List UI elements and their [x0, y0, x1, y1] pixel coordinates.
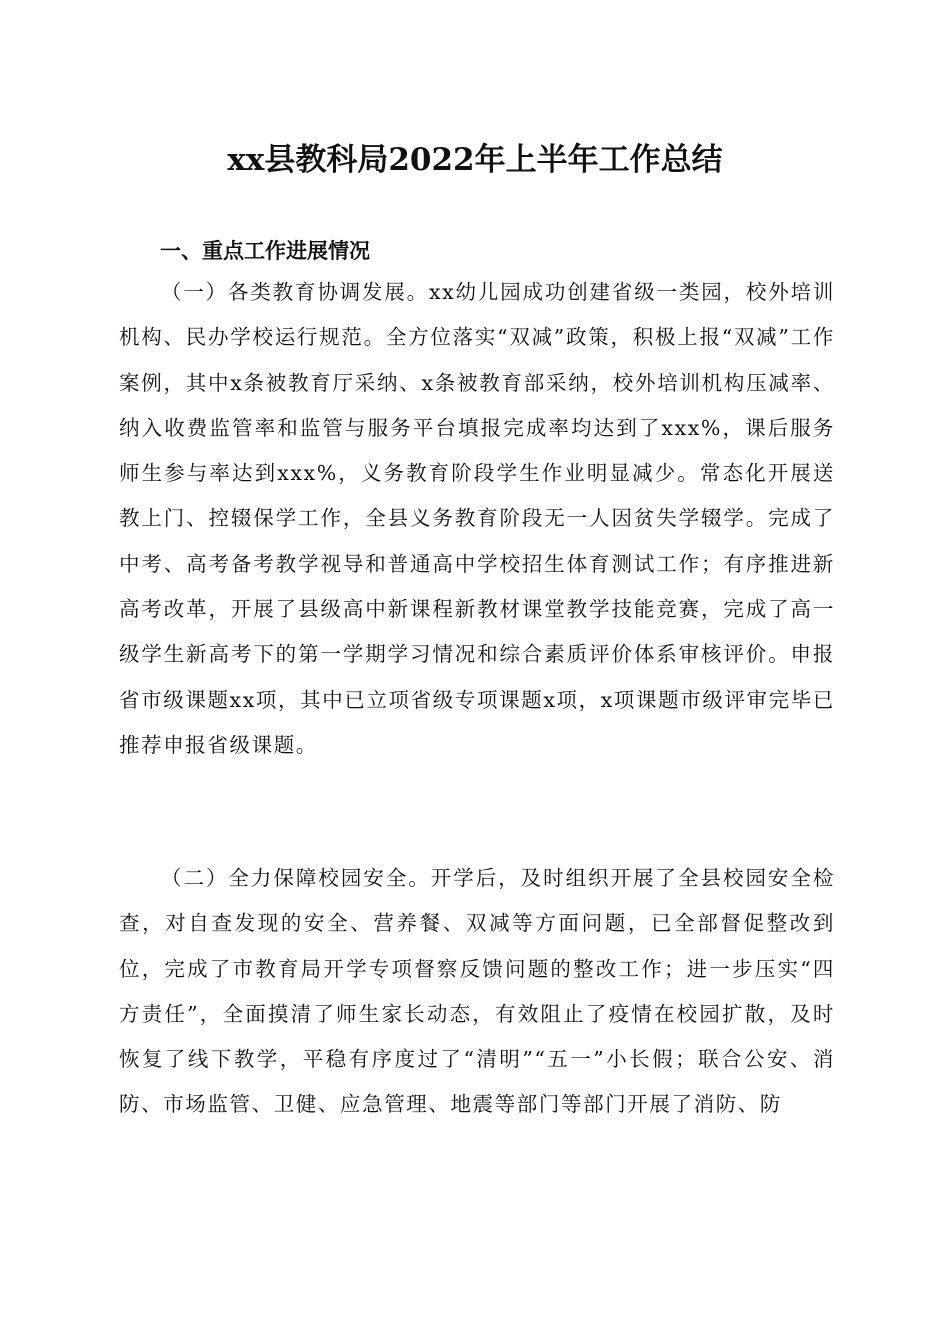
paragraph-body: 开学后，及时组织开展了全县校园安全检查，对自查发现的安全、营养餐、双减等方面问题，已全部督促整改到位，完成了市教育局开学专项督察反馈问题的整改工作；进一步压实“四方责任”，全面摸清了师生家长动态，有效阻止了疫情在校园扩散，及时恢复了线下教学，平稳有序度过了“清明”“五一”小长假；联合公安、消防、市场监管、卫健、应急管理、地震等部门等部门开展了消防、防: [119, 866, 835, 1117]
paragraph-lead: （二）全力保障校园安全。: [161, 866, 431, 890]
paragraph-body: xx幼儿园成功创建省级一类园，校外培训机构、民办学校运行规范。全方位落实“双减”政策，积极上报“双减”工作案例，其中x条被教育厅采纳、x条被教育部采纳，校外培训机构压减率、纳入收费监管率和监管与服务平台填报完成率均达到了xxx%，课后服务师生参与率达到xxx%，义务教育阶段学生作业明显减少。常态化开展送教上门、控辍保学工作，全县义务教育阶段无一人因贫失学辍学。完成了中考、高考备考教学视导和普通高中学校招生体育测试工作；有序推进新高考改革，开展了县级高中新课程新教材课堂教学技能竞赛，完成了高一级学生新高考下的第一学期学习情况和综合素质评价体系审核评价。申报省市级课题xx项，其中已立项省级专项课题x项，x项课题市级评审完毕已推荐申报省级课题。: [119, 280, 835, 757]
document-title: xx县教科局2022年上半年工作总结: [227, 142, 723, 178]
section-heading: 一、重点工作进展情况: [160, 239, 370, 263]
paragraph-campus-safety: [119, 856, 835, 1128]
paragraph-lead: （一）各类教育协调发展。: [161, 280, 429, 304]
paragraph-education-development: [119, 270, 835, 768]
